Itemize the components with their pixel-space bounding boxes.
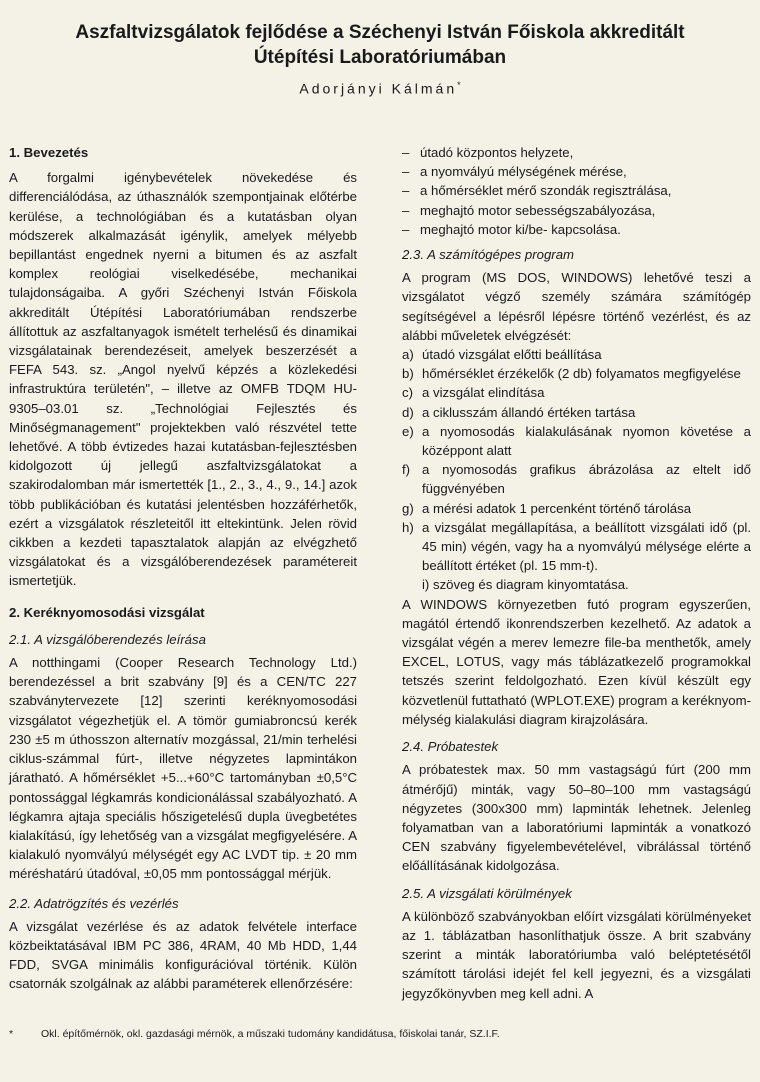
paper-title-line-1: Aszfaltvizsgálatok fejlődése a Széchenyi István Főiskola akkreditált bbox=[75, 22, 685, 43]
footnote-mark: * bbox=[9, 1028, 14, 1040]
test-conditions-paragraph: A különböző szabványokban előírt vizsgálati körülményeket az 1. táblázatban hasonlíthatjuk össze. A brit szabvány szerint a minták laboratóriumba való beléptetésétől számított tárolási idejét fel kell jegyezni, és a vizsgálati jegyzőkönyvben meg kell adni. A bbox=[402, 908, 751, 1001]
list-item: – meghajtó motor ki/be- kapcsolása. bbox=[402, 220, 751, 239]
paper-title-line-2: Útépítési Laboratóriumában bbox=[253, 47, 507, 68]
list-marker: h) bbox=[402, 519, 414, 535]
list-item-text: a vizsgálat megállapítása, a beállított vizsgálati idő (pl. 45 min) végén, vagy ha a nyomvályú mélysége elérte a beállított értéket (pl. 15 mm-t). bbox=[422, 519, 751, 574]
list-item bbox=[402, 575, 751, 594]
list-item bbox=[402, 499, 751, 518]
introduction-paragraph: A forgalmi igénybevételek növekedése és differenciálódása, az úthasználók szempontjainak előtérbe kerülése, a technológiában és a kutatásban olyan módszerek alkalmazását igénylik, amelyek mélyebb bepillantást engednek nyerni a bitumen és az aszfalt komplex reológiai viselkedésébe, mechanikai tulajdonságaiba. A győri Széchenyi István Főiskola akkreditált Útépítési Laboratóriumában rendszerbe állítottuk az aszfaltanyagok ismételt terhelésű és dinamikai vizsgálatainak berendezéseit, amelyek beszerzését a FEFA 543. sz. „Angol nyelvű képzés a közlekedési infrastruktúra területén", – illetve az OMFB TDQM HU-9305–03.01 sz. „Technológiai Fejlesztés és Minőségmanagement" projektekben való részvétel tette lehetővé. A több évtizedes hazai kutatásban-fejlesztésben kidolgozott új jellegű aszfaltvizsgálatokat a szakirodalomban már ismertették [1., 2., 3., 4., 9., 14.] azok több publikációban és kutatási jelentésben hozzáférhetők, ezért a vizsgálatok részleteitől itt eltekintünk. Jelen rövid cikkben a kezdeti tapasztalatok alapján az elvégzhető vizsgálatokat és a vizsgálóberendezések paramétereit ismertetjük. bbox=[9, 170, 357, 589]
list-item: – a nyomvályú mélységének mérése, bbox=[402, 162, 751, 181]
list-item-text: a vizsgálat elindítása bbox=[422, 385, 545, 401]
list-marker: d) bbox=[402, 404, 414, 420]
software-outro-paragraph: A WINDOWS környezetben futó program egyszerűen, magától értendő ikonrendszerben kezelhető. Az adatok a vizsgálat végén a merev lemezre file-ba menthetők, amely EXCEL, LOTUS, vagy más táblázatkezelő programokkal tetszés szerint feldolgozható. Ezen kívül készült egy közvetlenül futtatható (WPLOT.EXE) program a keréknyom-mélység kialakulási diagram kirajzolására. bbox=[402, 596, 751, 727]
list-item bbox=[402, 345, 751, 364]
author-name: Adorjányi Kálmán bbox=[299, 80, 458, 97]
list-item bbox=[402, 364, 751, 383]
section-heading-rutting-test: 2. Keréknyomosodási vizsgálat bbox=[9, 604, 205, 620]
author-footnote-mark: * bbox=[457, 80, 461, 90]
list-item-text: i) szöveg és diagram kinyomtatása. bbox=[422, 577, 629, 593]
list-marker: f) bbox=[402, 462, 411, 478]
author-line bbox=[0, 80, 760, 97]
subsection-heading-software: 2.3. A számítógépes program bbox=[402, 247, 575, 263]
data-logging-paragraph: A vizsgálat vezérlése és az adatok felvétele interface közbeiktatásával IBM PC 386, 4RAM, 40 Mb HDD, 1,44 FDD, SVGA minimális konfigurációval történik. Külön csatornák szolgálnak az alábbi paraméterek ellenőrzésére: bbox=[9, 918, 357, 992]
right-column bbox=[402, 143, 751, 1003]
software-intro-paragraph: A program (MS DOS, WINDOWS) lehetővé teszi a vizsgálatot végző személy számára számítógép segítségével a lépésről lépésre történő vezérlést, és az alábbi műveletek elvégzését: bbox=[402, 270, 751, 343]
footnote bbox=[9, 1027, 751, 1041]
paper-title bbox=[0, 20, 760, 70]
subsection-heading-test-conditions: 2.5. A vizsgálati körülmények bbox=[402, 885, 572, 901]
list-item-text: hőmérséklet érzékelők (2 db) folyamatos megfigyelése bbox=[422, 366, 741, 382]
list-item-text: a ciklusszám állandó értéken tartása bbox=[422, 404, 636, 420]
list-item bbox=[402, 383, 751, 402]
list-marker: a) bbox=[402, 347, 414, 363]
list-item bbox=[402, 518, 751, 576]
section-heading-introduction: 1. Bevezetés bbox=[9, 145, 89, 160]
list-marker: g) bbox=[402, 500, 414, 516]
list-item bbox=[402, 403, 751, 422]
subsection-heading-data-logging: 2.2. Adatrögzítés és vezérlés bbox=[9, 895, 179, 911]
left-column bbox=[9, 143, 357, 994]
list-item: – a hőmérséklet mérő szondák regisztrálása, bbox=[402, 181, 751, 200]
subsection-heading-equipment: 2.1. A vizsgálóberendezés leírása bbox=[9, 631, 206, 647]
list-item-text: a mérési adatok 1 percenként történő tárolása bbox=[422, 500, 692, 516]
footnote-text: Okl. építőmérnök, okl. gazdasági mérnök, a műszaki tudomány kandidátusa, főiskolai tanár, SZ.I.F. bbox=[41, 1028, 500, 1040]
list-item-text: útadó vizsgálat előtti beállítása bbox=[422, 347, 602, 363]
list-marker: c) bbox=[402, 385, 413, 401]
subsection-heading-specimens: 2.4. Próbatestek bbox=[402, 739, 499, 755]
list-item: – útadó központos helyzete, bbox=[402, 143, 751, 162]
equipment-paragraph: A notthingami (Cooper Research Technology Ltd.) berendezéssel a brit szabvány [9] és a CEN/TC 227 szabványtervezete [12] szerinti keréknyomosodási vizsgálatot végezhetjük el. A tömör gumiabroncsú kerék 230 ±5 m úthosszon alternatív mozgással, 21/min terhelési ciklus-számmal fúrt-, illetve négyzetes lapmintákon járatható. A hőmérséklet +5...+60°C tartományban ±0,5°C pontossággal légkamrás kondicionálással szabályozható. A légkamra ajtaja speciális hőszigetelésű dupla üvegbetétes kialakítású, így lehetőség van a vizsgálat megfigyelésére. A kialakuló nyomvályú mélységét egy AC LVDT tip. ± 20 mm méréshatárú útadóval, ±0,05 mm pontossággal mérjük. bbox=[9, 655, 357, 882]
list-item bbox=[402, 422, 751, 460]
list-item bbox=[402, 460, 751, 498]
list-marker: b) bbox=[402, 366, 414, 382]
list-marker: e) bbox=[402, 423, 414, 439]
list-item-text: a nyomosodás grafikus ábrázolása az eltelt idő függvényében bbox=[422, 462, 751, 497]
specimens-paragraph: A próbatestek max. 50 mm vastagságú fúrt (200 mm átmérőjű) minták, vagy 50–80–100 mm vastagságú négyzetes (300x300 mm) lapminták lehetnek. Jelenleg folyamatban van a laboratóriumi lapminták a vonatkozó CEN szabvány figyelembevételével, vibrálással történő előállításának kidolgozása. bbox=[402, 762, 751, 874]
list-item: – meghajtó motor sebességszabályozása, bbox=[402, 201, 751, 220]
list-item-text: a nyomosodás kialakulásának nyomon követése a középpont alatt bbox=[422, 423, 751, 459]
parameter-list bbox=[402, 143, 751, 239]
operation-steps-list bbox=[402, 345, 751, 595]
